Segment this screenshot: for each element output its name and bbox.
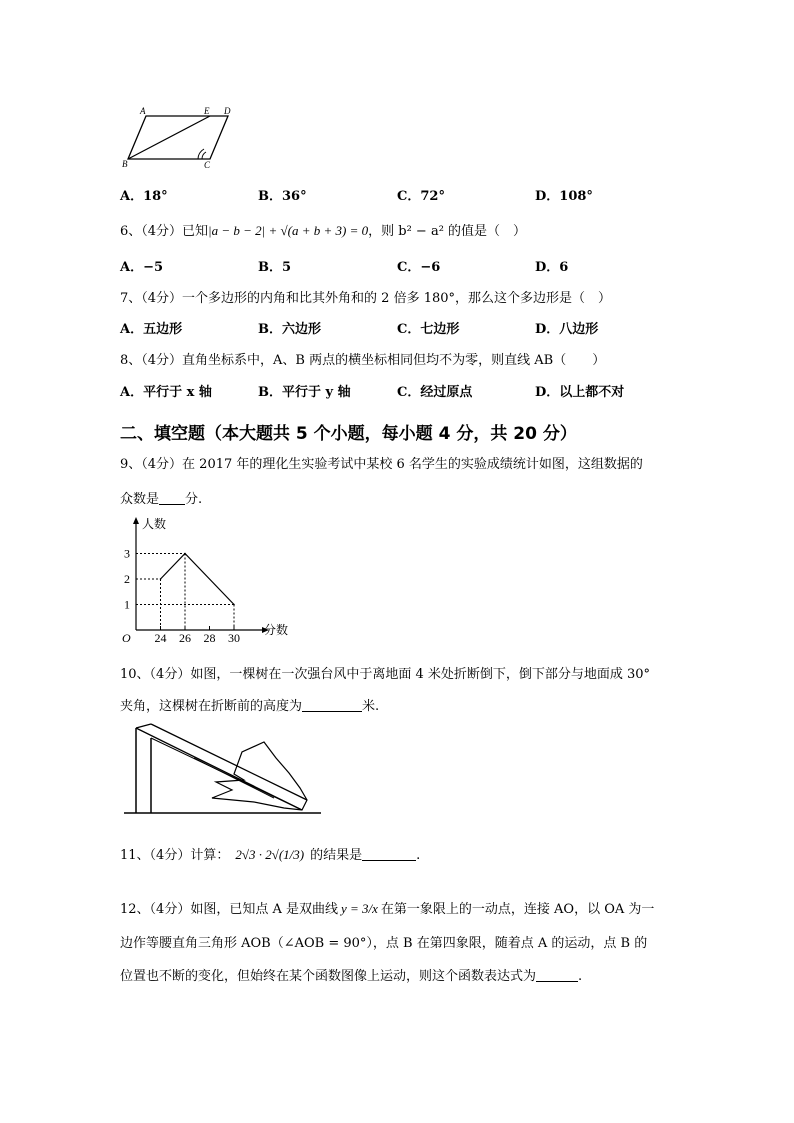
q12-line1 bbox=[120, 900, 654, 919]
q12-line3-end: . bbox=[578, 969, 583, 984]
q5-option-d[interactable]: D．108° bbox=[535, 189, 593, 204]
q9-line2-end: 分. bbox=[185, 492, 203, 507]
q12-line1-rest: 在第一象限上的一动点，连接 AO，以 OA 为一 bbox=[380, 902, 655, 917]
q10-line2-text: 夹角，这棵树在折断前的高度为 bbox=[120, 699, 303, 714]
vertex-a-label: A bbox=[140, 106, 146, 116]
q10-broken-tree-figure bbox=[124, 718, 324, 818]
q10-line2-end: 米. bbox=[362, 699, 380, 714]
x-tick-label-30: 30 bbox=[228, 631, 240, 645]
q12-line2: 边作等腰直角三角形 AOB（∠AOB = 90°），点 B 在第四象限，随着点 A 的运动，点 B 的 bbox=[120, 936, 648, 951]
y-tick-label-2: 2 bbox=[124, 572, 130, 586]
q6-prefix: 6、（4分）已知 bbox=[120, 224, 209, 239]
q6-option-d[interactable]: D．6 bbox=[535, 260, 569, 275]
x-tick-label-28: 28 bbox=[203, 631, 216, 645]
origin-label: O bbox=[122, 631, 131, 645]
q6-suffix: ，则 b² − a² 的值是（ ） bbox=[368, 224, 527, 239]
vertex-b-label: B bbox=[122, 159, 128, 169]
q8-question: 8、（4分）直角坐标系中，A、B 两点的横坐标相同但均不为零，则直线 AB（ ） bbox=[120, 353, 606, 368]
q10-answer-blank[interactable] bbox=[302, 697, 362, 712]
data-point-26 bbox=[184, 553, 186, 555]
q7-question: 7、（4分）一个多边形的内角和比其外角和的 2 倍多 180°，那么这个多边形是（ ） bbox=[120, 291, 612, 306]
q8-option-a[interactable]: A．平行于 x 轴 bbox=[120, 385, 212, 400]
q12-answer-blank[interactable] bbox=[536, 967, 578, 982]
q10-line2 bbox=[120, 697, 379, 716]
q8-option-c[interactable]: C．经过原点 bbox=[397, 385, 473, 400]
q6-question bbox=[120, 222, 526, 241]
y-axis-arrow bbox=[133, 517, 139, 524]
section-2-title: 二、填空题（本大题共 5 个小题，每小题 4 分，共 20 分） bbox=[120, 424, 577, 444]
q12-line3-text: 位置也不断的变化，但始终在某个函数图像上运动，则这个函数表达式为 bbox=[120, 969, 537, 984]
data-series-line bbox=[161, 554, 235, 605]
q12-line1-text: 12、（4分）如图，已知点 A 是双曲线 bbox=[120, 902, 338, 917]
y-tick-label-1: 1 bbox=[124, 597, 130, 612]
q8-option-d[interactable]: D．以上都不对 bbox=[535, 385, 625, 400]
q8-option-b[interactable]: B．平行于 y 轴 bbox=[258, 385, 351, 400]
q6-option-b[interactable]: B．5 bbox=[258, 260, 292, 275]
q12-hyperbola-equation: y = 3/x bbox=[340, 901, 378, 916]
q9-line2-text: 众数是 bbox=[120, 492, 160, 507]
q9-line-chart bbox=[112, 512, 302, 648]
q11-suffix: 的结果是 bbox=[310, 848, 363, 863]
q11-end: . bbox=[416, 848, 421, 863]
q6-option-c[interactable]: C．−6 bbox=[397, 260, 441, 275]
q5-option-a[interactable]: A．18° bbox=[120, 189, 168, 204]
q7-option-a[interactable]: A．五边形 bbox=[120, 322, 183, 337]
q11-question bbox=[120, 846, 420, 865]
q5-option-c[interactable]: C．72° bbox=[397, 189, 445, 204]
data-point-24 bbox=[160, 578, 162, 580]
q9-answer-blank[interactable] bbox=[159, 490, 185, 505]
y-tick-label-3: 3 bbox=[124, 546, 130, 561]
x-tick-label-24: 24 bbox=[154, 631, 167, 645]
q11-expression: 2√3 · 2√(1/3) bbox=[235, 847, 305, 862]
q5-option-b[interactable]: B．36° bbox=[258, 189, 307, 204]
q7-option-b[interactable]: B．六边形 bbox=[258, 322, 321, 337]
q9-line1: 9、（4分）在 2017 年的理化生实验考试中某校 6 名学生的实验成绩统计如图，这组数据的 bbox=[120, 457, 643, 472]
q9-line2 bbox=[120, 490, 202, 509]
q5-parallelogram-figure bbox=[118, 104, 238, 170]
q11-prefix: 11、（4分）计算： bbox=[120, 848, 230, 863]
q10-line1: 10、（4分）如图，一棵树在一次强台风中于离地面 4 米处折断倒下，倒下部分与地面成 30° bbox=[120, 667, 651, 682]
q11-answer-blank[interactable] bbox=[362, 846, 416, 861]
q6-option-a[interactable]: A．−5 bbox=[120, 260, 164, 275]
q12-line3 bbox=[120, 967, 582, 986]
y-axis-label: 人数 bbox=[142, 517, 167, 531]
data-point-30 bbox=[233, 604, 235, 606]
x-axis-label: 分数 bbox=[264, 623, 289, 637]
q7-option-c[interactable]: C．七边形 bbox=[397, 322, 460, 337]
x-tick-label-26: 26 bbox=[179, 631, 191, 645]
q7-option-d[interactable]: D．八边形 bbox=[535, 322, 599, 337]
q6-equation: |a − b − 2| + √(a + b + 3) = 0 bbox=[208, 223, 369, 238]
vertex-d-label: D bbox=[224, 106, 231, 116]
vertex-e-label: E bbox=[204, 106, 210, 116]
vertex-c-label: C bbox=[204, 160, 211, 170]
